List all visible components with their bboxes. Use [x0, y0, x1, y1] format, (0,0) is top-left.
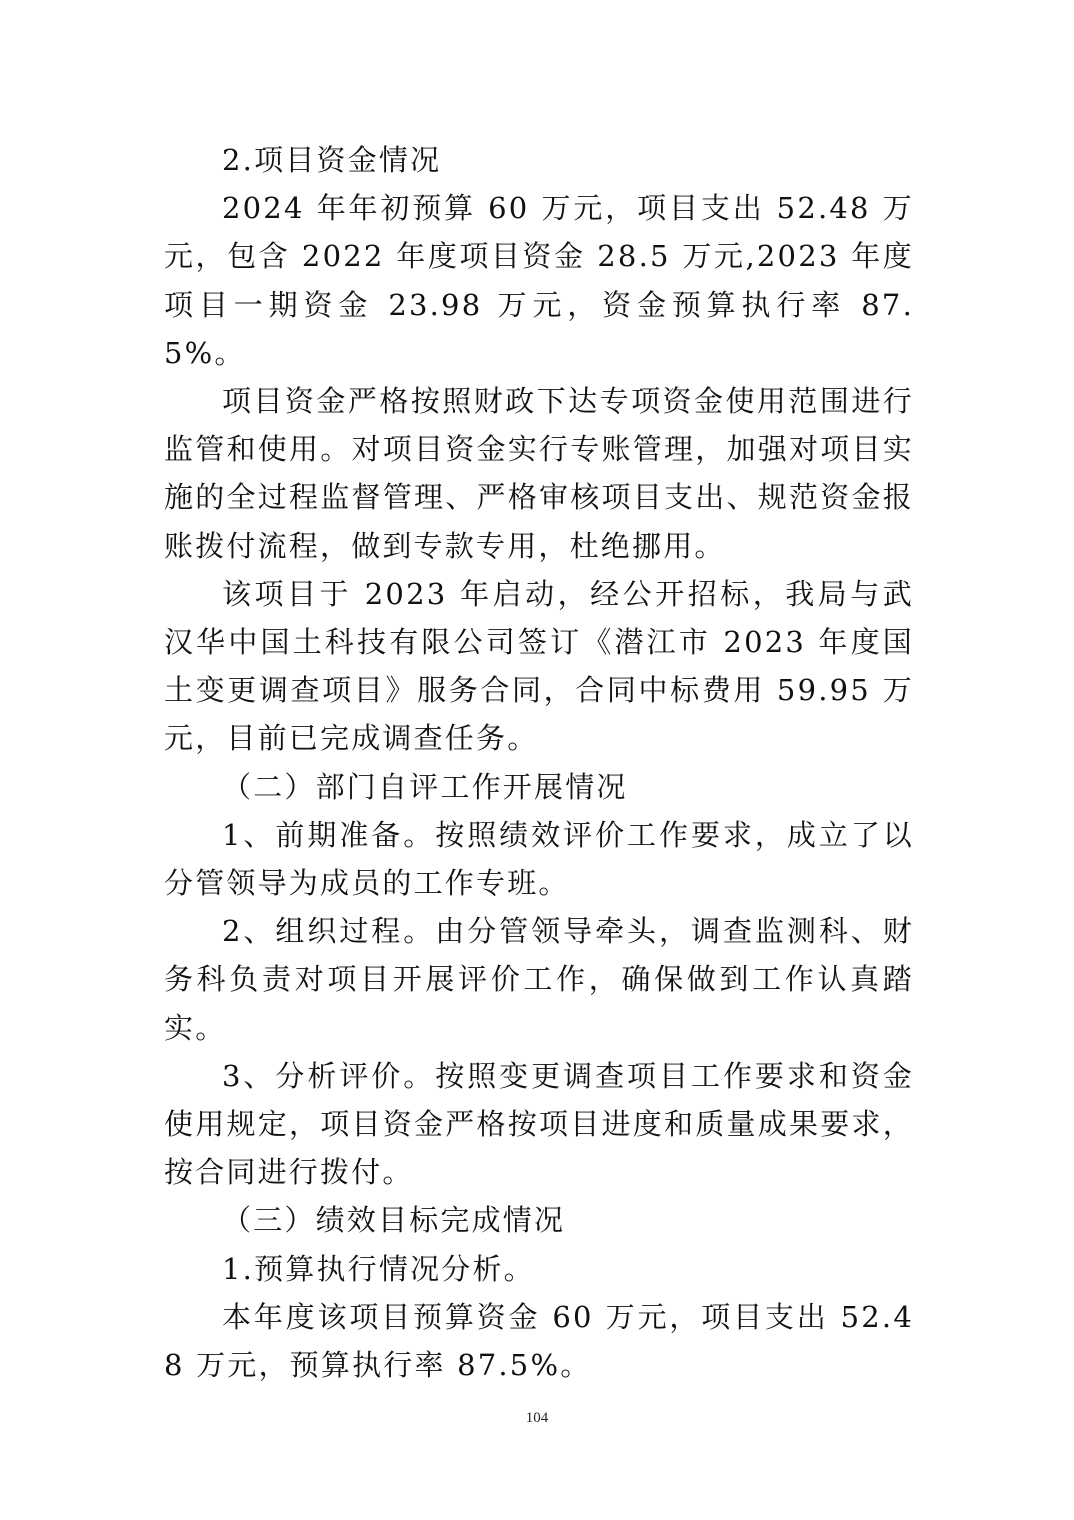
- paragraph-fund-management: 项目资金严格按照财政下达专项资金使用范围进行监管和使用。对项目资金实行专账管理，加强对项目实施的全过程监督管理、严格审核项目支出、规范资金报账拨付流程，做到专款专用，杜绝挪用。: [164, 384, 914, 563]
- section-heading-self-evaluation: （二）部门自评工作开展情况: [222, 769, 628, 804]
- paragraph-budget-summary: 2024 年年初预算 60 万元，项目支出 52.48 万元，包含 2022 年度项目资金 28.5 万元,2023 年度项目一期资金 23.98 万元，资金预算执行率 87.5%。: [164, 191, 914, 370]
- subheading-budget-execution: 1.预算执行情况分析。: [222, 1251, 535, 1286]
- document-body: [164, 136, 914, 1389]
- paragraph-budget-execution: 本年度该项目预算资金 60 万元，项目支出 52.48 万元，预算执行率 87.5%。: [164, 1299, 914, 1383]
- paragraph-organization: 2、组织过程。由分管领导牵头，调查监测科、财务科负责对项目开展评价工作，确保做到工作认真踏实。: [164, 914, 914, 1045]
- paragraph-project-contract: 该项目于 2023 年启动，经公开招标，我局与武汉华中国土科技有限公司签订《潜江市 2023 年度国土变更调查项目》服务合同，合同中标费用 59.95 万元，目前已完成调查任务。: [164, 576, 914, 756]
- paragraph-preparation: 1、前期准备。按照绩效评价工作要求，成立了以分管领导为成员的工作专班。: [164, 817, 914, 901]
- paragraph-analysis: 3、分析评价。按照变更调查项目工作要求和资金使用规定，项目资金严格按项目进度和质量成果要求，按合同进行拨付。: [164, 1058, 914, 1190]
- section-heading-performance-goals: （三）绩效目标完成情况: [222, 1203, 566, 1238]
- section-heading-project-funds: 2.项目资金情况: [222, 143, 442, 177]
- page-number: 104: [525, 1410, 549, 1426]
